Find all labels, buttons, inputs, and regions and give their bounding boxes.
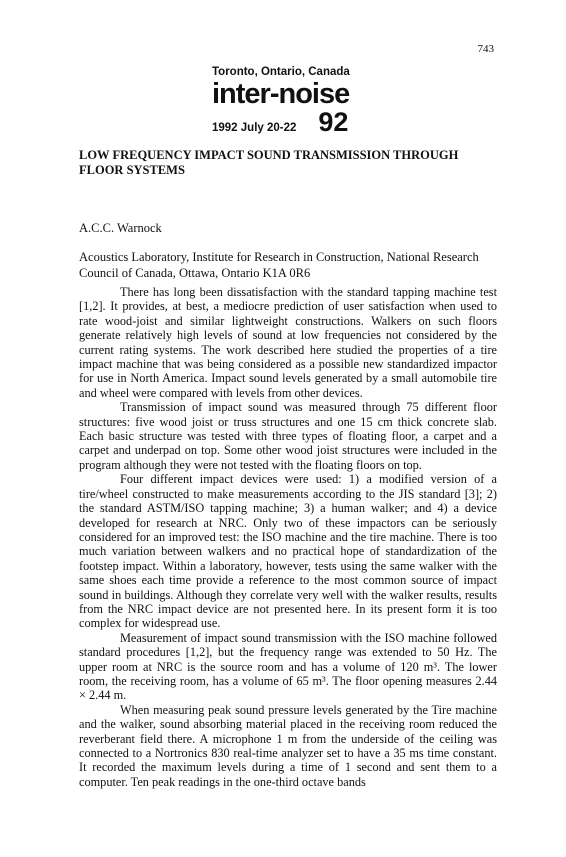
paragraph: Measurement of impact sound transmission with the ISO machine followed standard procedures [1,2], but the frequency range was extended to 50 Hz. The upper room at NRC is the source room and has a volume of 120 m³. The lower room, the receiving room, has a volume of 65 m³. The floor opening measures 2.44 × 2.44 m.	[79, 630, 497, 703]
conference-year-logo: 92	[318, 107, 349, 137]
paragraph: When measuring peak sound pressure levels generated by the Tire machine and the walker, sound absorbing material placed in the receiving room reduced the reverberant field there. A microphone 1 m from the underside of the ceiling was connected to a Nortronics 830 real-time analyzer set to have a 35 ms time constant. It recorded the maximum levels during a time of 1 second and sent them to a computer. Ten peak readings in the one-third octave bands	[79, 702, 497, 789]
conference-header	[212, 66, 372, 138]
conference-logo: inter-noise	[212, 78, 350, 110]
body-text	[79, 285, 497, 789]
author: A.C.C. Warnock	[79, 221, 162, 235]
paragraph: There has long been dissatisfaction with the standard tapping machine test [1,2]. It provides, at best, a mediocre prediction of user satisfaction when used to rate wood-joist and similar lightweight constructions. Walkers on such floors generate relatively high levels of sound at low frequencies not considered by the current rating systems. The work described here studied the properties of a tire impact machine that was being considered as a possible new standardized impactor for use in North America. Impact sound levels generated by a small automobile tire and wheel were compared with levels from other devices.	[79, 285, 497, 400]
paragraph: Four different impact devices were used: 1) a modified version of a tire/wheel constructed to make measurements according to the JIS standard [3]; 2) the standard ASTM/ISO tapping machine; 3) a human walker; and 4) a device developed for research at NRC. Only two of these impactors can be seriously considered for an improved test: the ISO machine and the tire machine. There is too much variation between walkers and no practical hope of standardization of the footstep impact. Within a laboratory, however, tests using the same walker with the same shoes each time provide a reference to the most common source of impact sound in buildings. Although they correlate very well with the walker results, results from the NRC impact device are not presented here. In its present form it is too complex for widespread use.	[79, 472, 497, 631]
conference-date-row	[212, 107, 372, 138]
conference-location: Toronto, Ontario, Canada	[212, 66, 350, 78]
conference-dates: 1992 July 20-22	[212, 122, 297, 134]
paragraph: Transmission of impact sound was measured through 75 different floor structures: five wood joist or truss structures and one 15 cm thick concrete slab. Each basic structure was tested with three types of floating floor, a carpet and a carpet and underpad on top. Some other wood joist structures were included in the program although they were not tested with the floating floors on top.	[79, 400, 497, 472]
paper-title: LOW FREQUENCY IMPACT SOUND TRANSMISSION THROUGH FLOOR SYSTEMS	[79, 148, 459, 177]
affiliation: Acoustics Laboratory, Institute for Research in Construction, National Research Council of Canada, Ottawa, Ontario K1A 0R6	[79, 250, 479, 280]
page-number: 743	[477, 43, 494, 55]
